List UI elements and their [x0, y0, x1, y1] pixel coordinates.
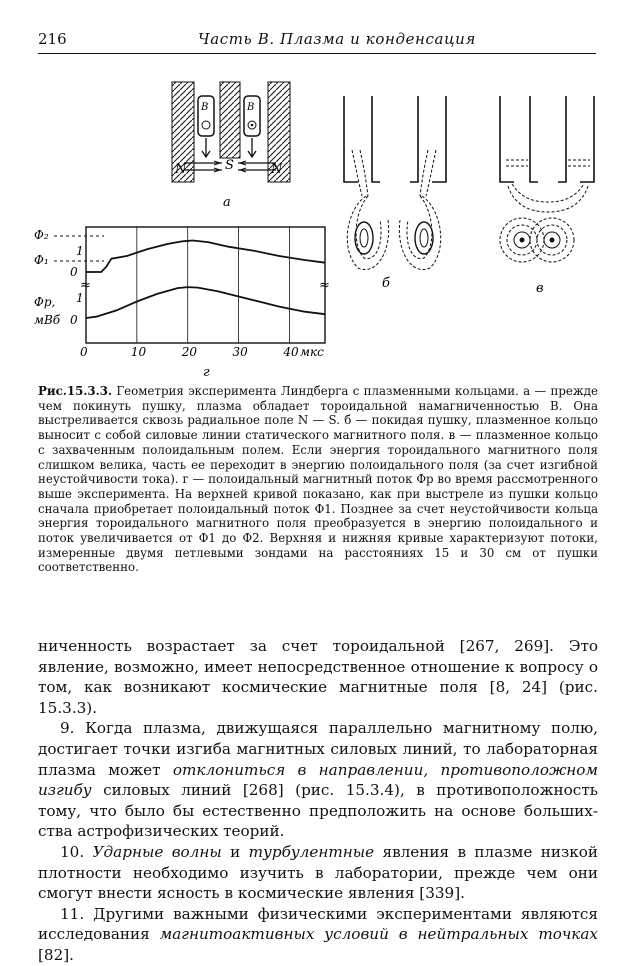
x-tick-label: 30: [232, 345, 248, 359]
panel-g-flux-graph: [34, 227, 330, 380]
panel-v-trapped-ring: [500, 96, 594, 296]
paragraph-continuation: ниченность возрастает за счет тороидальной [267, 269]. Это явление, возможно, имеет непосредственное отношение к вопросу о том, как возникают космические магнитные поля [8, 24] (рис. 15.3.3).: [38, 637, 598, 717]
pole-south: S: [225, 158, 234, 173]
x-tick-label: 0: [80, 345, 88, 359]
paragraph-9: 9. Когда плазма, движущаяся параллельно магнитному полю, достигает точки изгиба магнитных силовых линий, то лабораторная плазма может отклониться в направлении, противоположном изгибу силовых линий [268] (рис. 15.3.4), в противоположность тому, что было бы естественно предположить на основе большихства астрофизических теорий.: [38, 719, 598, 841]
x-tick-label: 40: [283, 345, 299, 359]
panel-v-label: в: [536, 281, 544, 296]
page-number: 216: [38, 30, 67, 48]
panel-g-label: г: [203, 365, 210, 380]
upper-tick-1: 1: [76, 244, 84, 258]
field-lines-v: [506, 160, 590, 212]
x-unit: мкс: [300, 345, 324, 359]
pole-north-right: N: [271, 162, 283, 177]
lower-tick-0: 0: [70, 313, 78, 327]
x-tick-labels: [80, 345, 299, 359]
page-header: [38, 30, 596, 54]
emphasis-shock-waves: Ударные волны: [92, 842, 222, 861]
pole-north-left: N: [175, 162, 187, 177]
figure-15-3-3: [0, 60, 628, 382]
field-lines-b: [347, 150, 440, 270]
figure-caption: [38, 384, 598, 575]
panel-b-ring-exit: [344, 96, 446, 291]
panel-b-label: б: [382, 276, 390, 291]
panel-a-label: а: [223, 195, 231, 210]
graph-gridlines: [86, 227, 289, 343]
emphasis-turbulent: турбулентные: [248, 842, 375, 861]
caption-text: Геометрия эксперимента Линдберга с плазменными кольцами. а — прежде чем покинуть пушку, плазма обладает тороидальной намагниченностью B. Она выстреливается сквозь радиальное поле N — S. б — покидая пушку, плазменное кольцо выносит с собой силовые линии статического магнитного поля. в — плазменное кольцо с захваченным полоидальным полем. Если энергия тороидального магнитного поля слишком велика, часть ее переходит в энергию полоидального поля (за счет изгибной неустойчивости тока). г — полоидальный магнитный поток Φp во время рассмотренного выше эксперимента. На верхней кривой показано, как при выстреле из пушки кольцо сначала приобретает полоидальный поток Φ1. Позднее за счет неустойчивости кольца энергия тороидального магнитного поля преобразуется в энергию полоидального и поток увеличивается от Φ1 до Φ2. Верхняя и нижняя кривые характеризуют потоки, измеренные двумя петлевыми зондами на расстояниях 15 и 30 см от пушки соответственно.: [38, 384, 599, 575]
ring-cross-section-right: [415, 222, 433, 254]
upper-tick-0: 0: [70, 265, 78, 279]
arrow-down-right: [248, 138, 256, 157]
axis-break-right: ≈: [319, 278, 330, 293]
axis-break-left: ≈: [80, 278, 91, 293]
running-title: Часть В. Плазма и конденсация: [198, 30, 476, 48]
ring-cross-section-left: [355, 222, 373, 254]
y-label-phip: Φp,: [34, 295, 56, 309]
header-rule: [38, 53, 596, 54]
gun-center-electrode: [220, 82, 240, 158]
y-label-phi1: Φ₁: [34, 253, 49, 267]
arrow-down-left: [202, 138, 210, 157]
panel-a-gun-diagram: [172, 82, 290, 210]
body-text: [38, 636, 598, 966]
x-tick-label: 20: [181, 345, 197, 359]
field-label-left: B: [201, 102, 209, 113]
emphasis-magnetoactive: магнитоактивных условий в нейтральных точках: [159, 925, 598, 944]
y-label-phi2: Φ₂: [34, 228, 49, 242]
emphasis-deflect: отклониться в направлении, противоположном изгибу: [38, 760, 598, 800]
field-label-right: B: [247, 102, 255, 113]
x-tick-label: 10: [130, 345, 147, 359]
y-unit-mvb: мВб: [34, 313, 61, 327]
paragraph-11: 11. Другими важными физическими экспериментами являются исследования магнитоактивных условий в нейтральных точках [82].: [38, 904, 598, 964]
paragraph-10: 10. Ударные волны и турбулентные явления в плазме низкой плотности необходимо изучить в лаборатории, прежде чем они смогут внести ясность в космические явления [339].: [38, 842, 599, 903]
caption-label: Рис.15.3.3.: [38, 384, 113, 398]
lower-tick-1: 1: [76, 291, 84, 305]
